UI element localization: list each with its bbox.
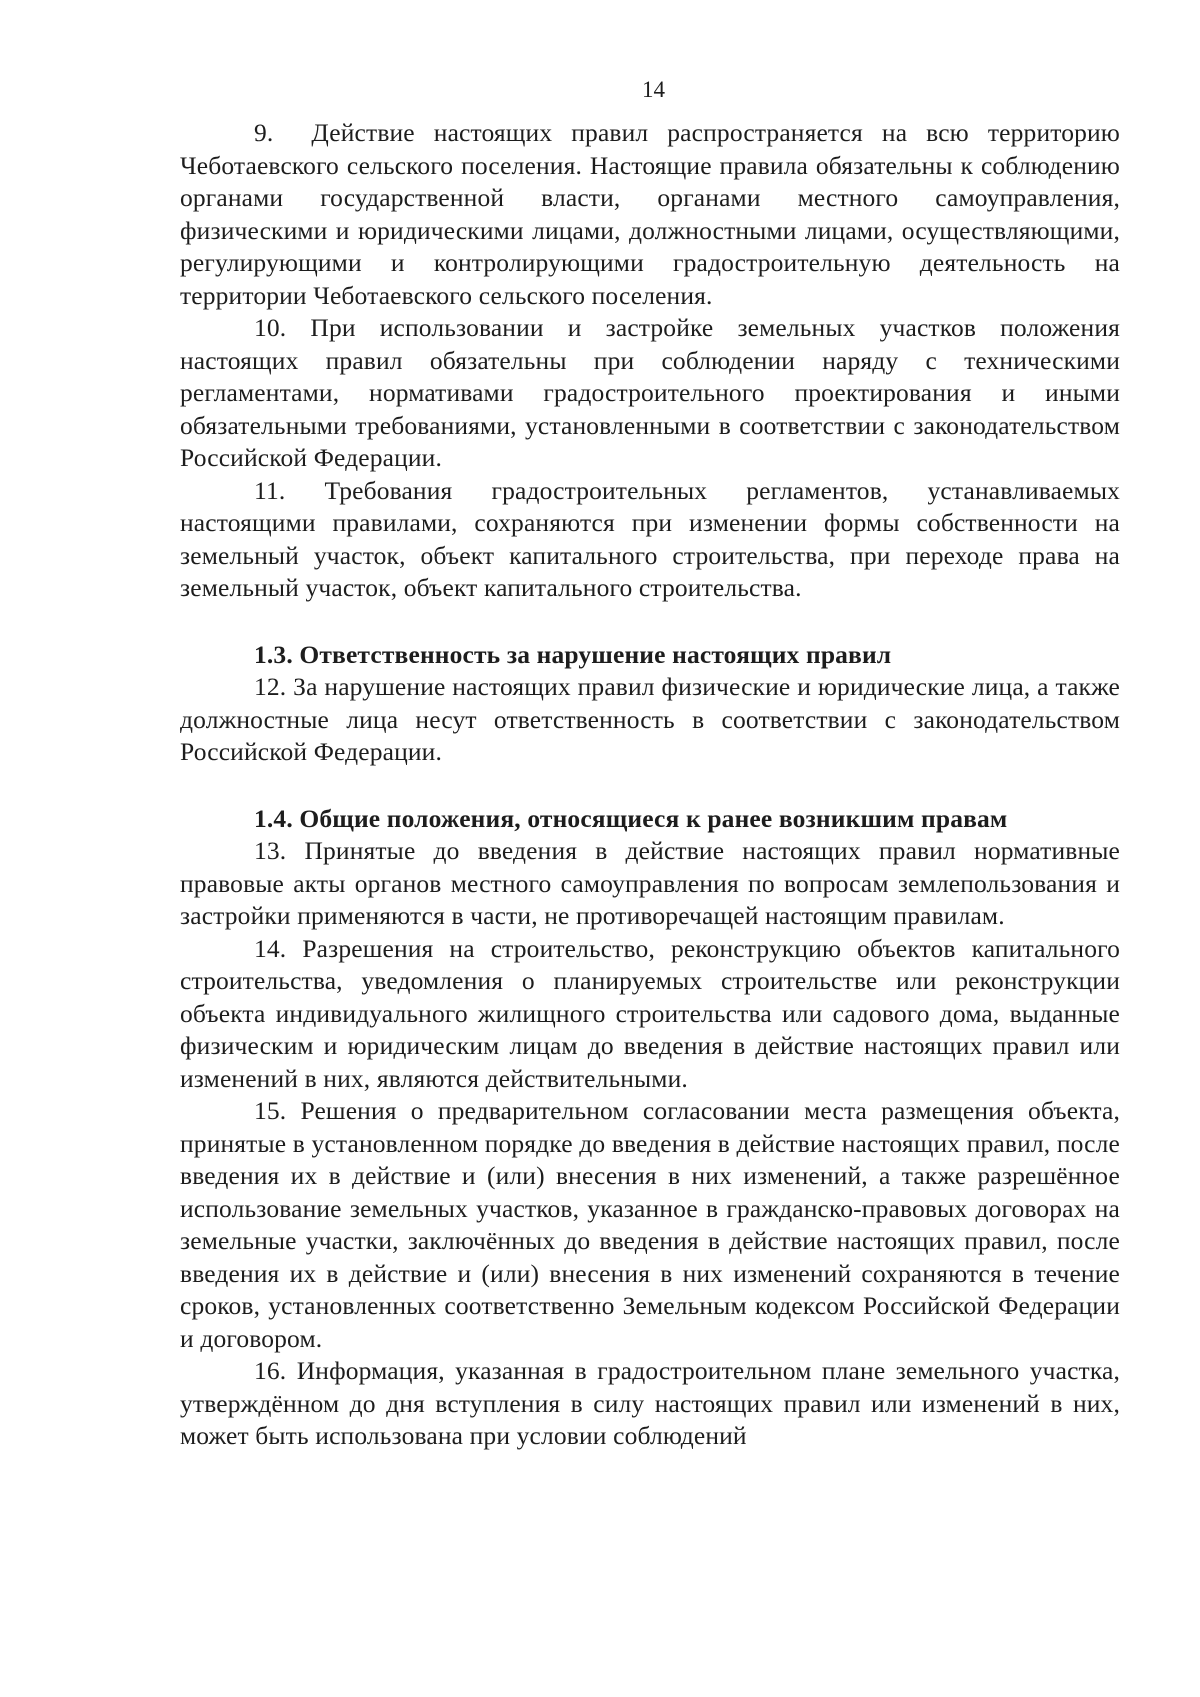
paragraph-14: 14. Разрешения на строительство, реконструкцию объектов капитального строительства, уведомления о планируемых строительстве или реконструкции объекта индивидуального жилищного строительства или садового дома, выданные физическим и юридическим лицам до введения в действие настоящих правил или изменений в них, являются действительными. [180, 933, 1120, 1093]
paragraph-12: 12. За нарушение настоящих правил физические и юридические лица, а также должностные лица несут ответственность в соответствии с законодательством Российской Федерации. [180, 672, 1120, 766]
paragraph-11: 11. Требования градостроительных регламентов, устанавливаемых настоящими правилами, сохраняются при изменении формы собственности на земельный участок, объект капитального строительства, при переходе права на земельный участок, объект капитального строительства. [180, 475, 1120, 602]
paragraph-13: 13. Принятые до введения в действие настоящих правил нормативные правовые акты органов местного самоуправления по вопросам землепользования и застройки применяются в части, не противоречащей настоящим правилам. [180, 836, 1120, 930]
paragraph-10: 10. При использовании и застройке земельных участков положения настоящих правил обязательны при соблюдении наряду с техническими регламентами, нормативами градостроительного проектирования и иными обязательными требованиями, установленными в соответствии с законодательством Российской Федерации. [180, 313, 1120, 472]
paragraph-9: 9. Действие настоящих правил распространяется на всю территорию Чеботаевского сельского поселения. Настоящие правила обязательны к соблюдению органами государственной власти, органами местного самоуправления, физическими и юридическими лицами, должностными лицами, осуществляющими, регулирующими и контролирующими градостроительную деятельность на территории Чеботаевского сельского поселения. [180, 118, 1120, 310]
document-body [180, 117, 1120, 1453]
paragraph-15: 15. Решения о предварительном согласовании места размещения объекта, принятые в установленном порядке до введения в действие настоящих правил, после введения их в действие и (или) внесения в них изменений, а также разрешённое использование земельных участков, указанное в гражданско-правовых договорах на земельные участки, заключённых до введения в действие настоящих правил, после введения их в действие и (или) внесения в них изменений сохраняются в течение сроков, установленных соответственно Земельным кодексом Российской Федерации и договором. [180, 1096, 1120, 1353]
page-number [0, 76, 1200, 104]
section-heading-1-3: 1.3. Ответственность за нарушение настоящих правил [254, 639, 892, 669]
paragraph-16: 16. Информация, указанная в градостроительном плане земельного участка, утверждённом до дня вступления в силу настоящих правил или изменений в них, может быть использована при условии соблюдений [180, 1356, 1120, 1450]
section-heading-1-4: 1.4. Общие положения, относящиеся к ранее возникшим правам [254, 803, 1008, 833]
page-number-text: 14 [642, 77, 665, 102]
